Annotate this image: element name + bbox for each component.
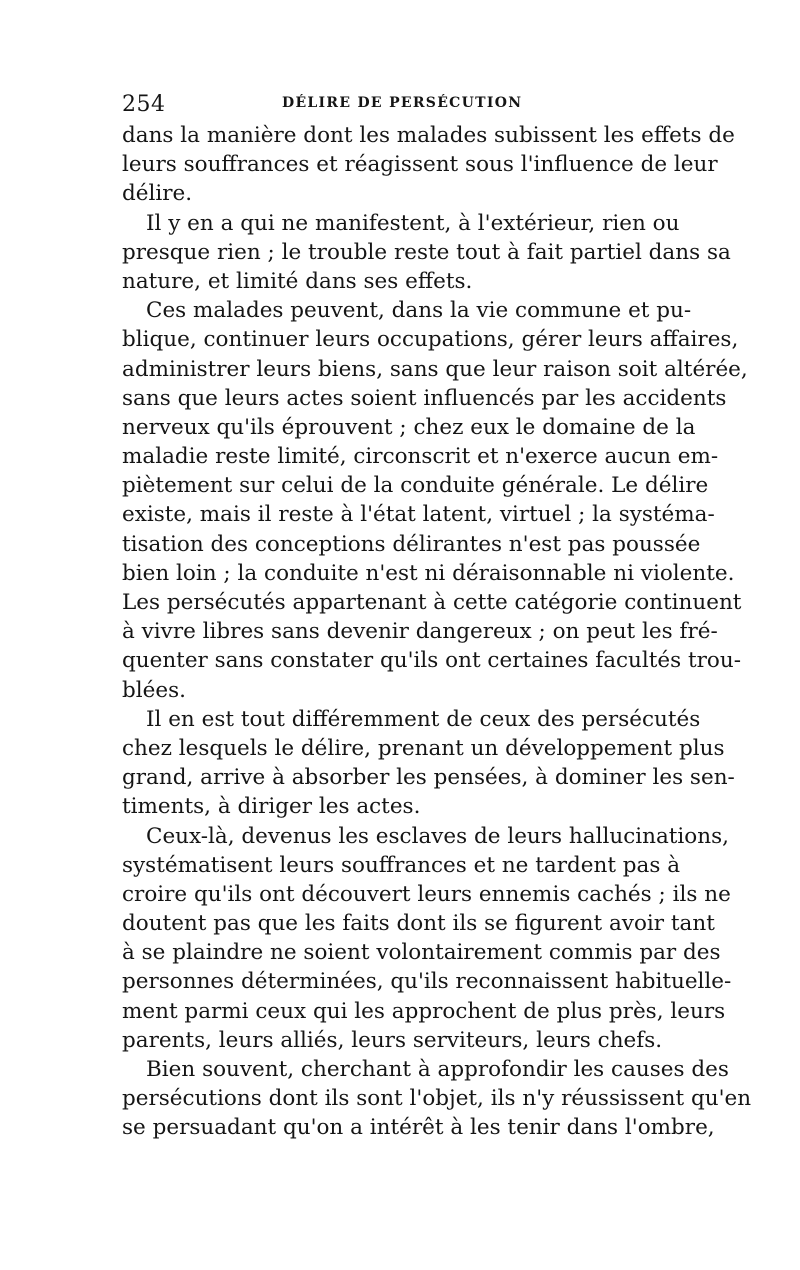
running-head (122, 92, 682, 116)
text-line: systématisent leurs souffrances et ne tardent pas à (122, 852, 681, 878)
text-line: presque rien ; le trouble reste tout à fait partiel dans sa (122, 239, 731, 265)
text-line: dans la manière dont les malades subissent les effets de (122, 123, 735, 148)
page-number: 254 (122, 92, 166, 117)
body-text (122, 121, 752, 1143)
text-line: sans que leurs actes soient influencés par les accidents (122, 385, 727, 411)
text-line: Il en est tout différemment de ceux des persécutés (146, 706, 701, 732)
text-line: leurs souffrances et réagissent sous l'influence de leur (122, 152, 718, 178)
text-line: nerveux qu'ils éprouvent ; chez eux le domaine de la (122, 414, 696, 440)
text-line: à vivre libres sans devenir dangereux ; on peut les fré- (122, 619, 718, 645)
text-line: piètement sur celui de la conduite générale. Le délire (122, 473, 709, 499)
text-line: Ces malades peuvent, dans la vie commune et pu- (146, 298, 692, 324)
text-line: croire qu'ils ont découvert leurs ennemis cachés ; ils ne (122, 881, 731, 907)
text-line: délire. (122, 181, 193, 207)
text-line: quenter sans constater qu'ils ont certaines facultés trou- (122, 648, 741, 674)
text-line: à se plaindre ne soient volontairement commis par des (122, 940, 721, 966)
text-line: Bien souvent, cherchant à approfondir les causes des (146, 1057, 729, 1082)
text-line: grand, arrive à absorber les pensées, à dominer les sen- (122, 765, 735, 791)
text-line: ment parmi ceux qui les approchent de plus près, leurs (122, 998, 726, 1024)
text-line: nature, et limité dans ses effets. (122, 268, 473, 294)
text-line: existe, mais il reste à l'état latent, virtuel ; la systéma- (122, 502, 715, 528)
text-line: parents, leurs alliés, leurs serviteurs, leurs chefs. (122, 1027, 663, 1053)
text-line: timents, à diriger les actes. (122, 794, 421, 820)
text-line: chez lesquels le délire, prenant un développement plus (122, 735, 725, 761)
text-line: se persuadant qu'on a intérêt à les tenir dans l'ombre, (122, 1115, 715, 1141)
text-line: tisation des conceptions délirantes n'est pas poussée (122, 531, 701, 557)
text-line: persécutions dont ils sont l'objet, ils n'y réussissent qu'en (122, 1086, 752, 1112)
text-line: Les persécutés appartenant à cette catégorie continuent (122, 590, 742, 615)
text-line: doutent pas que les faits dont ils se figurent avoir tant (122, 911, 715, 937)
text-line: bien loin ; la conduite n'est ni déraisonnable ni violente. (122, 560, 735, 586)
running-title: DÉLIRE DE PERSÉCUTION (282, 95, 523, 111)
text-line: administrer leurs biens, sans que leur raison soit altérée, (122, 356, 748, 382)
text-line: personnes déterminées, qu'ils reconnaissent habituelle- (122, 969, 732, 995)
text-line: Il y en a qui ne manifestent, à l'extérieur, rien ou (146, 210, 680, 236)
text-line: blique, continuer leurs occupations, gérer leurs affaires, (122, 327, 739, 353)
text-line: maladie reste limité, circonscrit et n'exerce aucun em- (122, 444, 719, 470)
text-line: blées. (122, 677, 186, 703)
text-line: Ceux-là, devenus les esclaves de leurs hallucinations, (146, 823, 729, 849)
